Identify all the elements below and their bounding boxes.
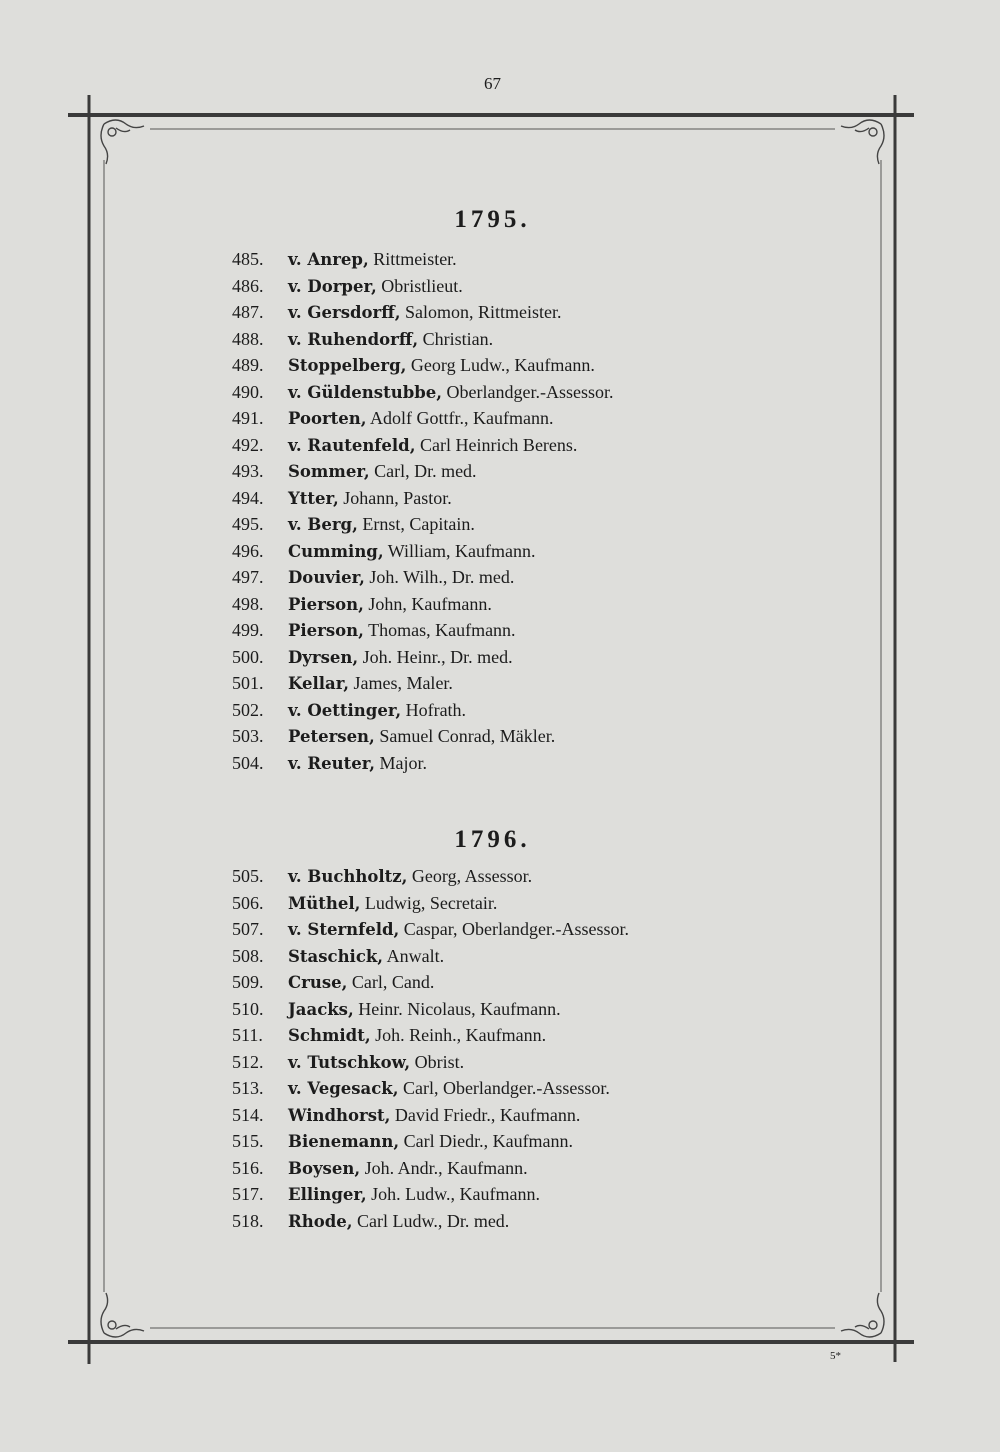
list-entry	[232, 1102, 629, 1129]
list-entry	[232, 538, 614, 565]
entry-name: Poorten,	[288, 409, 367, 428]
list-entry	[232, 379, 614, 406]
entry-number: 518.	[232, 1210, 264, 1231]
entry-details: Rittmeister.	[373, 249, 457, 269]
entry-number: 500.	[232, 646, 264, 667]
entry-number: 491.	[232, 408, 264, 428]
entry-number: 492.	[232, 434, 264, 455]
member-list-1796	[232, 863, 629, 1234]
list-entry	[232, 1022, 629, 1049]
entry-name: v. Vegesack,	[288, 1079, 399, 1098]
list-entry	[232, 511, 614, 538]
list-entry	[232, 943, 629, 970]
entry-name: Pierson,	[288, 594, 364, 614]
entry-name: v. Sternfeld,	[288, 920, 400, 939]
entry-details: Joh. Ludw., Kaufmann.	[371, 1184, 540, 1204]
entry-name: v. Oettinger,	[288, 700, 402, 720]
list-entry	[232, 670, 614, 697]
entry-number: 490.	[232, 381, 264, 402]
entry-details: Salomon, Rittmeister.	[405, 302, 562, 322]
list-entry	[232, 1208, 629, 1235]
entry-details: Joh. Wilh., Dr. med.	[369, 567, 515, 587]
entry-number: 511.	[232, 1025, 263, 1045]
entry-number: 509.	[232, 972, 264, 992]
entry-details: Georg Ludw., Kaufmann.	[410, 355, 595, 375]
list-entry	[232, 863, 629, 890]
list-entry	[232, 996, 629, 1023]
entry-number: 495.	[232, 514, 264, 534]
entry-number: 505.	[232, 866, 264, 886]
entry-details: William, Kaufmann.	[387, 540, 536, 561]
entry-number: 496.	[232, 540, 264, 561]
entry-name: Ellinger,	[288, 1185, 367, 1204]
entry-number: 510.	[232, 998, 264, 1019]
list-entry	[232, 617, 614, 644]
entry-number: 501.	[232, 673, 264, 693]
list-entry	[232, 697, 614, 724]
list-entry	[232, 352, 614, 379]
entry-name: v. Berg,	[288, 515, 358, 534]
corner-ornament-top-left	[101, 120, 144, 164]
list-entry	[232, 591, 614, 618]
entry-number: 516.	[232, 1157, 264, 1178]
entry-number: 497.	[232, 567, 264, 587]
list-entry	[232, 458, 614, 485]
entry-number: 487.	[232, 302, 264, 322]
entry-details: Heinr. Nicolaus, Kaufmann.	[358, 998, 561, 1019]
entry-number: 489.	[232, 355, 264, 375]
entry-number: 499.	[232, 620, 264, 640]
corner-ornament-bottom-right	[841, 1293, 884, 1337]
entry-details: Carl Ludw., Dr. med.	[357, 1210, 510, 1231]
entry-details: Joh. Reinh., Kaufmann.	[375, 1025, 547, 1045]
list-entry	[232, 750, 614, 777]
entry-number: 507.	[232, 919, 264, 939]
list-entry	[232, 723, 614, 750]
list-entry	[232, 1049, 629, 1076]
entry-name: Staschick,	[288, 946, 384, 966]
entry-name: Bienemann,	[288, 1132, 400, 1151]
list-entry	[232, 246, 614, 273]
entry-name: Kellar,	[288, 674, 349, 693]
entry-number: 515.	[232, 1131, 264, 1151]
entry-name: Windhorst,	[288, 1105, 391, 1125]
entry-details: Major.	[379, 752, 427, 773]
entry-number: 502.	[232, 699, 264, 720]
entry-name: Petersen,	[288, 727, 375, 746]
entry-details: Samuel Conrad, Mäkler.	[379, 726, 556, 746]
entry-name: v. Anrep,	[288, 250, 369, 269]
entry-details: Carl, Dr. med.	[374, 461, 477, 481]
entry-details: Carl Heinrich Berens.	[419, 434, 578, 455]
entry-name: Stoppelberg,	[288, 356, 407, 375]
entry-details: Anwalt.	[386, 945, 445, 966]
year-heading-1795: 1795.	[454, 206, 531, 233]
list-entry	[232, 1155, 629, 1182]
list-entry	[232, 273, 614, 300]
entry-name: Rhode,	[288, 1211, 353, 1231]
entry-name: Douvier,	[288, 568, 365, 587]
entry-details: Obristlieut.	[381, 275, 463, 296]
entry-details: Christian.	[422, 328, 494, 349]
entry-number: 494.	[232, 487, 264, 508]
list-entry	[232, 890, 629, 917]
entry-name: Pierson,	[288, 621, 364, 640]
entry-number: 512.	[232, 1051, 264, 1072]
entry-details: Georg, Assessor.	[411, 866, 533, 886]
entry-number: 503.	[232, 726, 264, 746]
list-entry	[232, 1181, 629, 1208]
entry-number: 506.	[232, 892, 264, 913]
entry-name: v. Güldenstubbe,	[288, 382, 443, 402]
entry-details: Obrist.	[414, 1051, 465, 1072]
entry-name: v. Reuter,	[288, 753, 375, 773]
entry-details: Adolf Gottfr., Kaufmann.	[370, 408, 554, 428]
entry-name: Dyrsen,	[288, 647, 359, 667]
entry-number: 508.	[232, 945, 264, 966]
entry-name: v. Tutschkow,	[288, 1052, 411, 1072]
entry-name: Boysen,	[288, 1158, 361, 1178]
list-entry	[232, 969, 629, 996]
entry-number: 517.	[232, 1184, 264, 1204]
entry-name: Sommer,	[288, 462, 370, 481]
list-entry	[232, 326, 614, 353]
entry-name: Cumming,	[288, 541, 384, 561]
entry-name: v. Ruhendorff,	[288, 329, 419, 349]
entry-details: Hofrath.	[405, 699, 467, 720]
list-entry	[232, 432, 614, 459]
entry-name: v. Rautenfeld,	[288, 435, 416, 455]
page-number: 67	[484, 74, 501, 93]
entry-name: v. Dorper,	[288, 276, 377, 296]
entry-number: 486.	[232, 275, 264, 296]
entry-details: Carl Diedr., Kaufmann.	[403, 1131, 574, 1151]
entry-details: Caspar, Oberlandger.-Assessor.	[403, 919, 630, 939]
list-entry	[232, 916, 629, 943]
entry-number: 493.	[232, 461, 264, 481]
list-entry	[232, 1128, 629, 1155]
entry-name: Ytter,	[288, 488, 339, 508]
entry-number: 514.	[232, 1104, 264, 1125]
entry-name: Müthel,	[288, 893, 361, 913]
entry-details: Carl, Oberlandger.-Assessor.	[402, 1078, 610, 1098]
entry-details: James, Maler.	[353, 673, 453, 693]
entry-details: John, Kaufmann.	[368, 593, 492, 614]
list-entry	[232, 1075, 629, 1102]
entry-details: Carl, Cand.	[351, 972, 435, 992]
list-entry	[232, 564, 614, 591]
entry-details: Ludwig, Secretair.	[364, 892, 498, 913]
entry-name: Cruse,	[288, 973, 348, 992]
list-entry	[232, 405, 614, 432]
sheet-signature: 5*	[830, 1350, 841, 1362]
entry-number: 488.	[232, 328, 264, 349]
entry-number: 513.	[232, 1078, 264, 1098]
entry-name: v. Gersdorff,	[288, 303, 401, 322]
corner-ornament-bottom-left	[101, 1293, 144, 1337]
corner-ornament-top-right	[841, 120, 884, 164]
list-entry	[232, 644, 614, 671]
entry-details: Oberlandger.-Assessor.	[446, 381, 614, 402]
entry-details: Joh. Heinr., Dr. med.	[362, 646, 513, 667]
entry-details: David Friedr., Kaufmann.	[394, 1104, 581, 1125]
entry-name: Jaacks,	[288, 999, 354, 1019]
entry-details: Johann, Pastor.	[343, 487, 452, 508]
entry-number: 504.	[232, 752, 264, 773]
entry-details: Thomas, Kaufmann.	[368, 620, 516, 640]
entry-details: Ernst, Capitain.	[362, 514, 475, 534]
entry-name: Schmidt,	[288, 1026, 371, 1045]
list-entry	[232, 299, 614, 326]
entry-details: Joh. Andr., Kaufmann.	[364, 1157, 528, 1178]
year-heading-1796: 1796.	[454, 826, 531, 853]
entry-number: 498.	[232, 593, 264, 614]
entry-name: v. Buchholtz,	[288, 867, 408, 886]
list-entry	[232, 485, 614, 512]
member-list-1795	[232, 246, 614, 776]
entry-number: 485.	[232, 249, 264, 269]
